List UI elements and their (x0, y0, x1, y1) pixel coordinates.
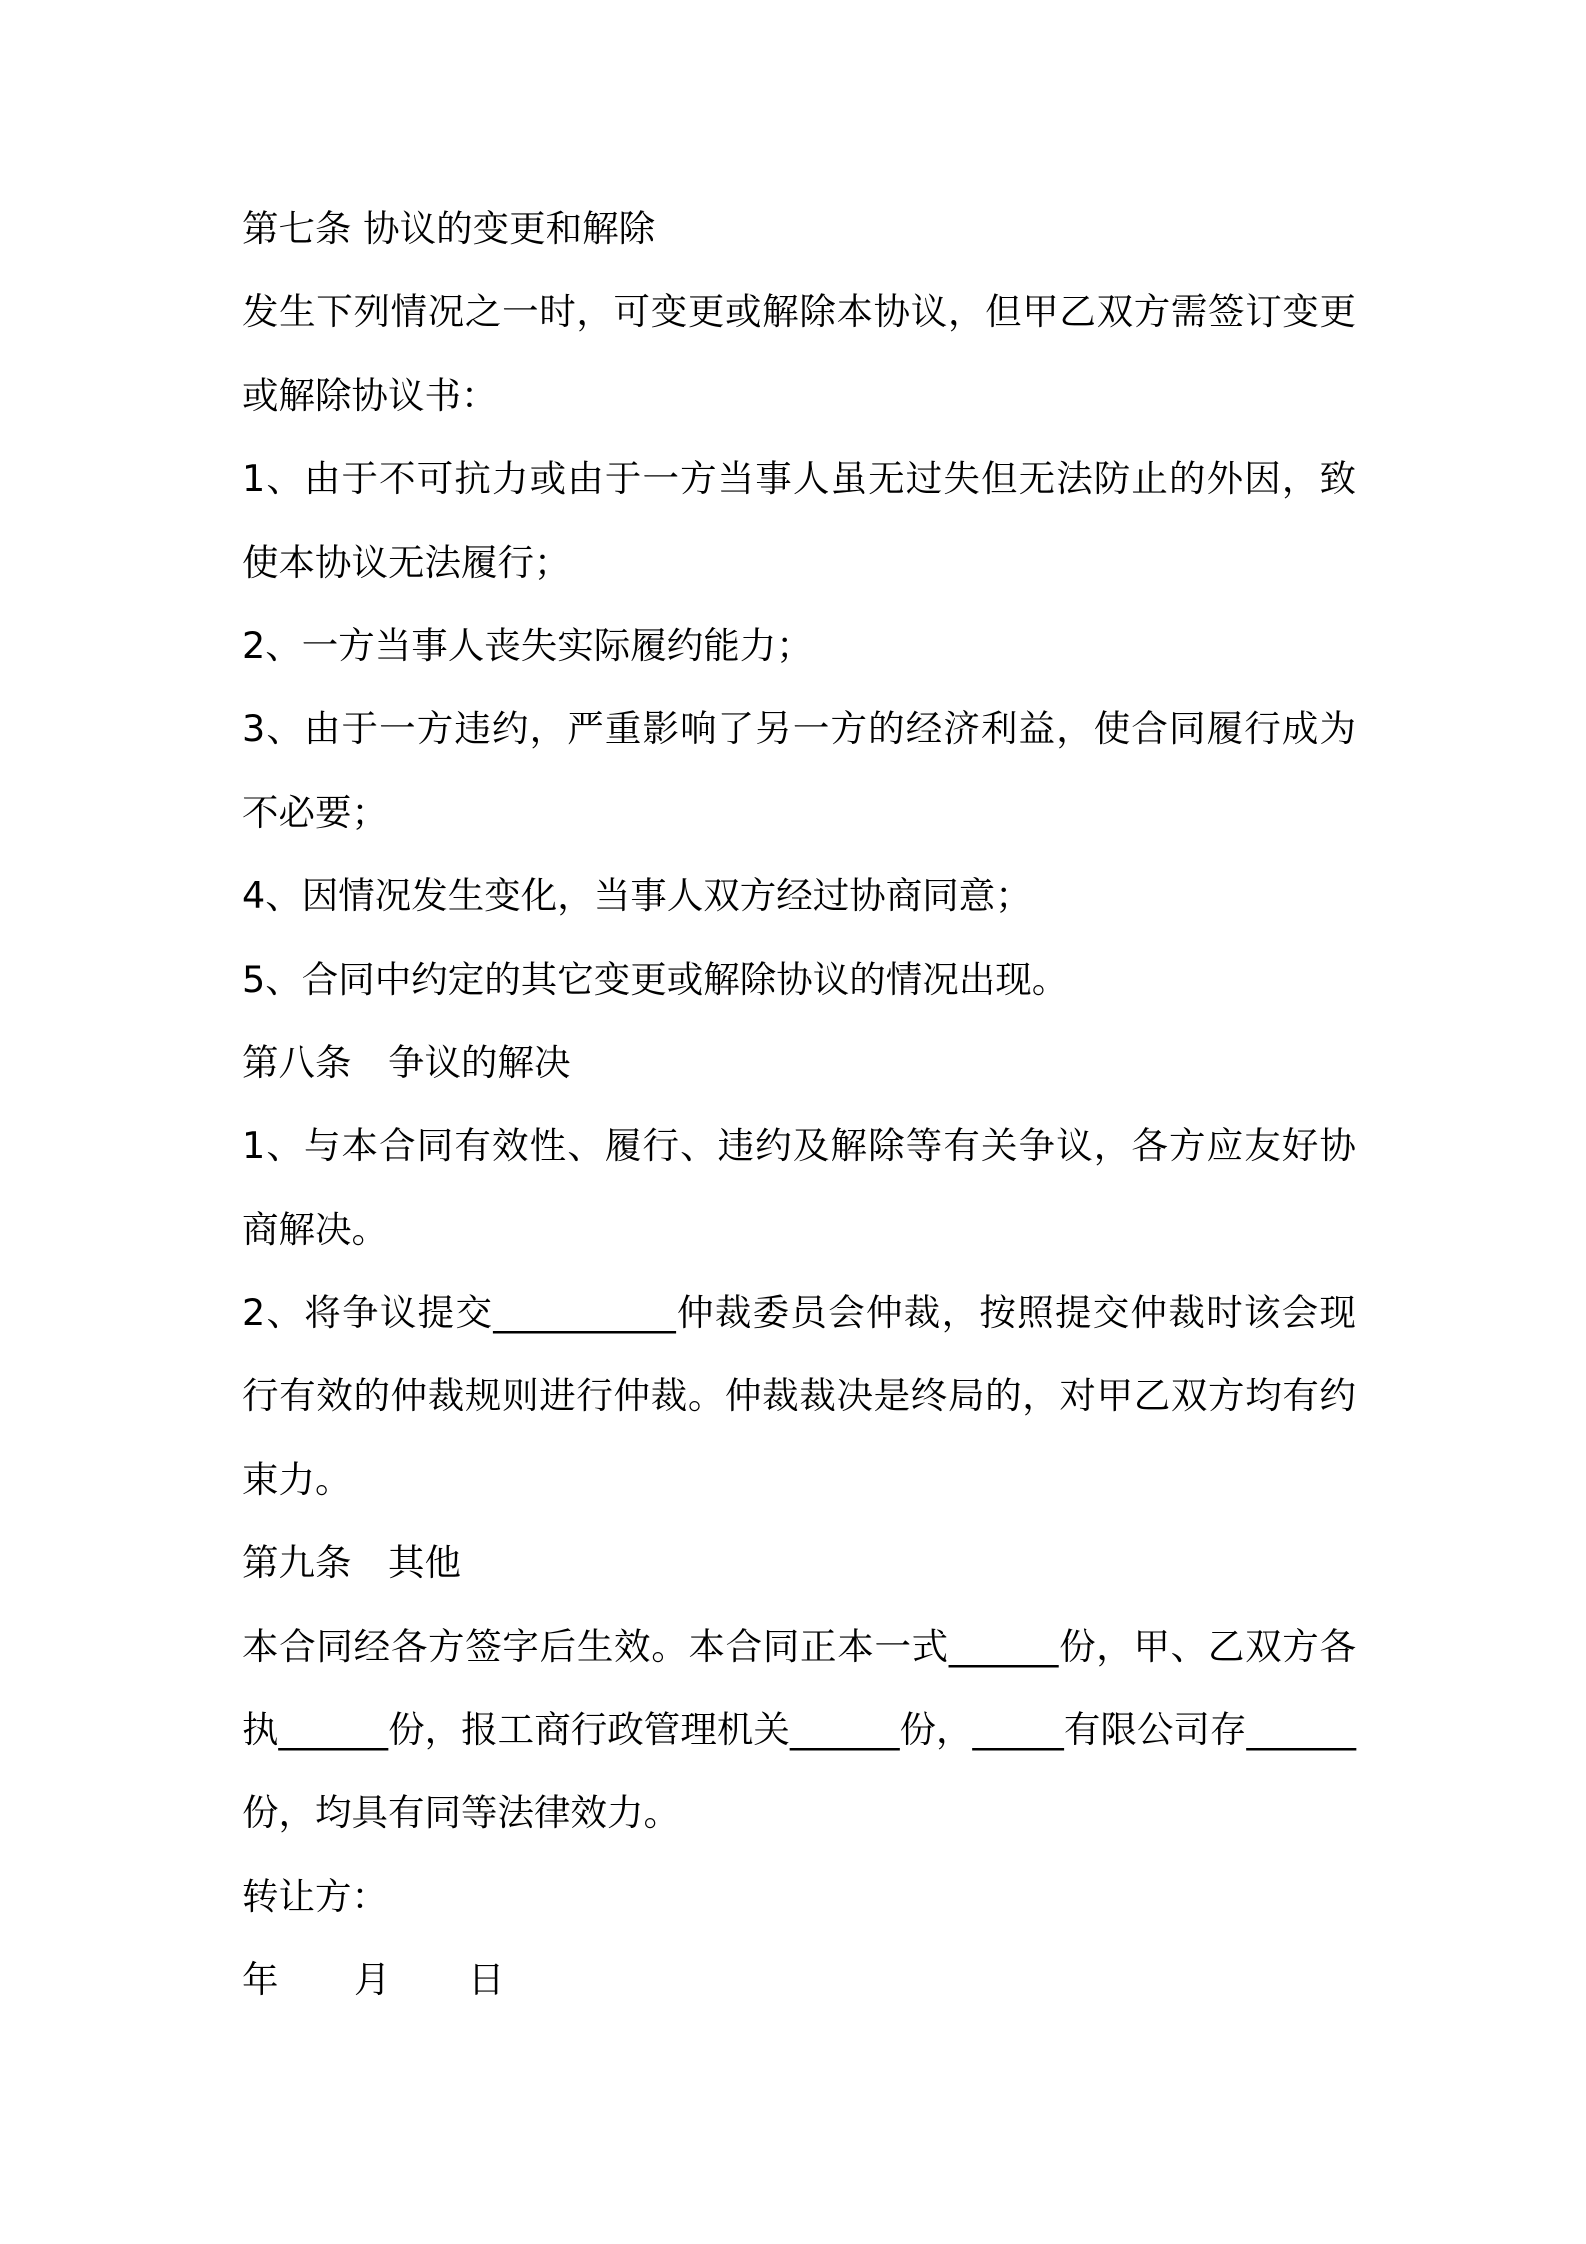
document-line: 2、将争议提交__________仲裁委员会仲裁，按照提交仲裁时该会现 (242, 1291, 1356, 1335)
document-line: 1、由于不可抗力或由于一方当事人虽无过失但无法防止的外因，致 (242, 457, 1356, 501)
date-month-label: 月 (354, 1958, 391, 2002)
document-line: 第九条 其他 (242, 1541, 461, 1585)
document-line: 或解除协议书： (242, 373, 498, 417)
date-day-label: 日 (468, 1958, 505, 2002)
document-line: 使本协议无法履行； (242, 540, 571, 584)
document-line: 不必要； (242, 790, 388, 834)
document-line: 行有效的仲裁规则进行仲裁。仲裁裁决是终局的，对甲乙双方均有约 (242, 1374, 1356, 1418)
document-line: 第七条 协议的变更和解除 (242, 207, 656, 250)
document-line: 执______份，报工商行政管理机关______份，_____有限公司存______ (242, 1708, 1356, 1752)
date-year-label: 年 (242, 1958, 279, 2002)
document-line: 转让方： (242, 1874, 388, 1918)
document-line: 1、与本合同有效性、履行、违约及解除等有关争议，各方应友好协 (242, 1124, 1356, 1168)
document-line: 束力。 (242, 1457, 352, 1501)
signature-date-line (242, 1951, 1356, 2034)
document-line: 2、一方当事人丧失实际履约能力； (242, 623, 813, 667)
document-line: 本合同经各方签字后生效。本合同正本一式______份，甲、乙双方各 (242, 1624, 1356, 1668)
document-line: 3、由于一方违约，严重影响了另一方的经济利益，使合同履行成为 (242, 707, 1356, 751)
document-line: 5、合同中约定的其它变更或解除协议的情况出现。 (242, 957, 1069, 1001)
document-line: 发生下列情况之一时，可变更或解除本协议，但甲乙双方需签订变更 (242, 290, 1356, 334)
document-line: 4、因情况发生变化，当事人双方经过协商同意； (242, 874, 1032, 918)
document-line: 第八条 争议的解决 (242, 1040, 571, 1084)
document-line: 商解决。 (242, 1207, 388, 1251)
document-line: 份，均具有同等法律效力。 (242, 1791, 680, 1835)
document-body (242, 200, 1356, 2035)
